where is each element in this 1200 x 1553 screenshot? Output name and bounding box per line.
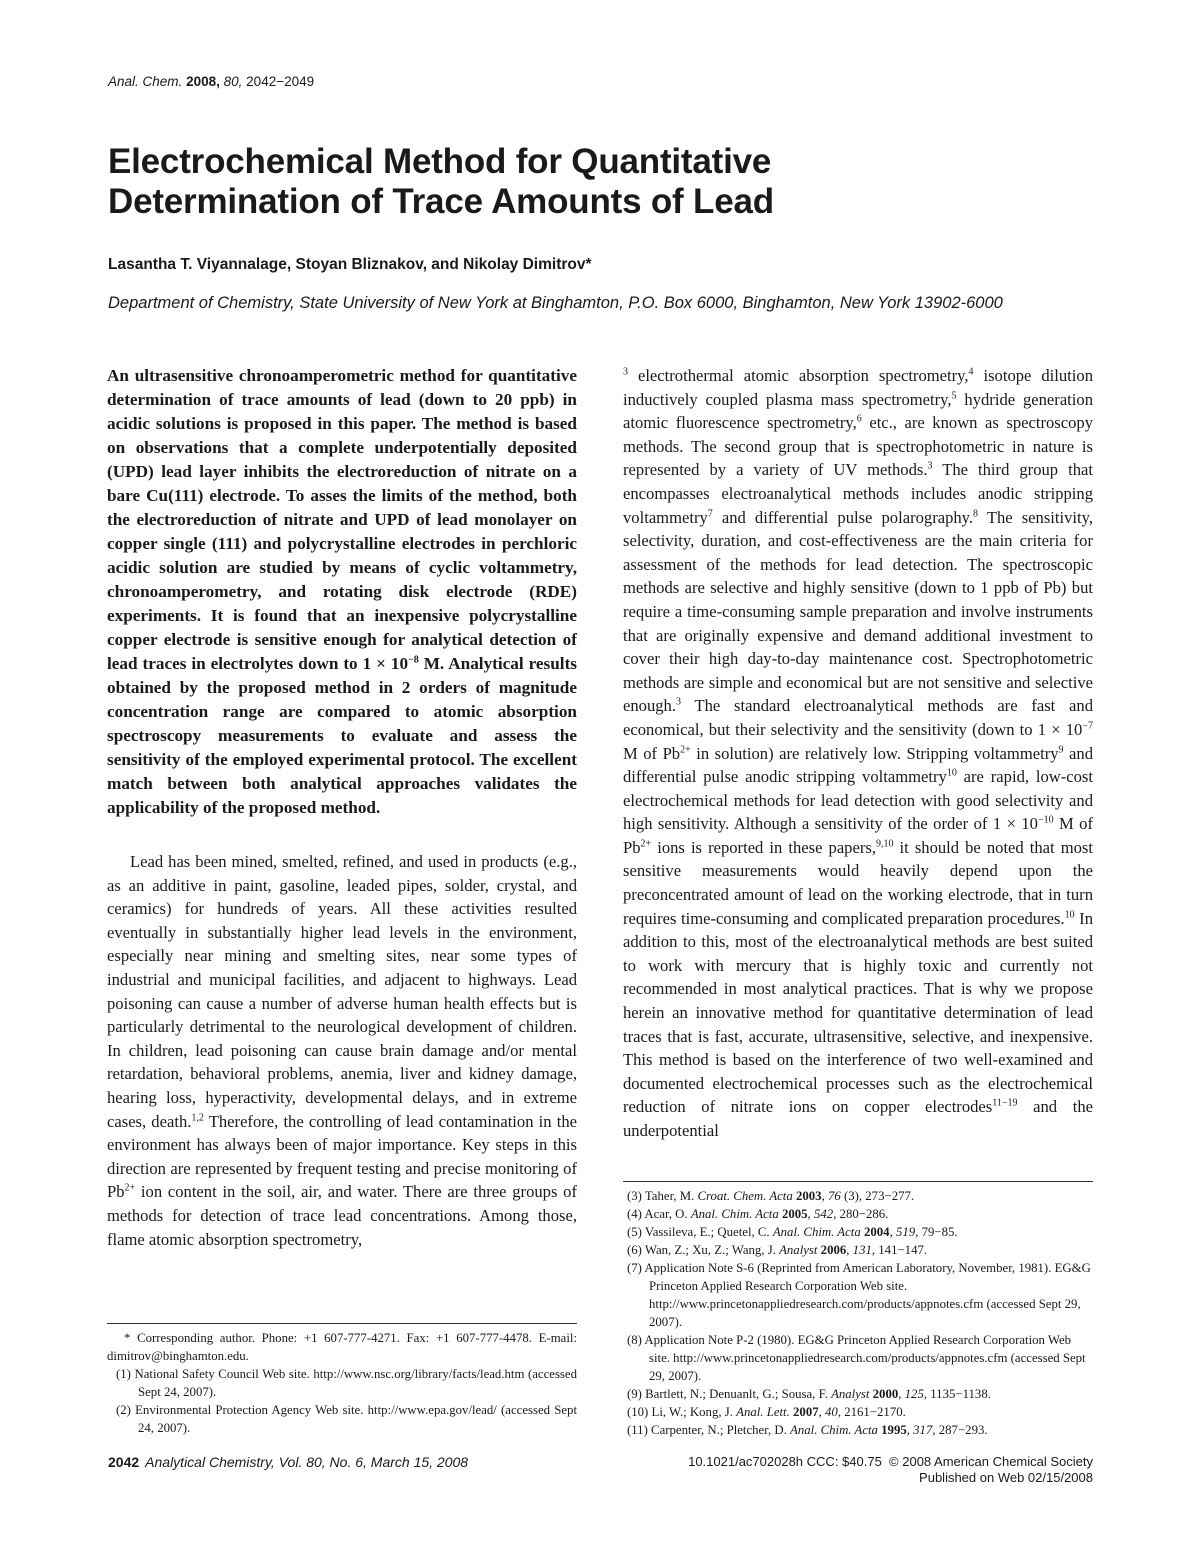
reference-11: (11) Carpenter, N.; Pletcher, D. Anal. Chim. Acta 1995, 317, 287−293. xyxy=(627,1423,988,1437)
reference-5: (5) Vassileva, E.; Quetel, C. Anal. Chim. Acta 2004, 519, 79−85. xyxy=(627,1225,958,1239)
journal-pages: 2042−2049 xyxy=(246,74,315,89)
citation-ref[interactable]: 10 xyxy=(1064,909,1075,921)
reference-4: (4) Acar, O. Anal. Chim. Acta 2005, 542, 280−286. xyxy=(627,1207,889,1221)
footnote-2: (2) Environmental Protection Agency Web site. http://www.epa.gov/lead/ (accessed Sept 24, 2007). xyxy=(116,1403,577,1435)
citation-ref[interactable]: 6 xyxy=(856,413,862,425)
page-number: 2042 xyxy=(108,1454,140,1470)
introduction-paragraph-continued: $^3$ electrothermal atomic absorption spectrometry,$^4$ isotope dilution inductively coupled plasma mass spectrometry,$^5$ hydride generation atomic fluorescence spectrometry,$^6$ etc., are known as spectroscopy methods. The second group that is spectrophotometric in nature is represented by a variety of UV methods.$^3$ The third group that encompasses electroanalytical methods includes anodic stripping voltammetry$^7$ and differential pulse polarography.$^8$ The sensitivity, selectivity, duration, and cost-effectiveness are the main criteria for assessment of the methods for lead detection. The spectroscopic methods are selective and highly sensitive (down to 1 ppb of Pb) but require a time-consuming sample preparation and involve instruments that are originally expensive and demand additional investment to cover their high day-to-day maintenance cost. Spectrophotometric methods are simple and economical but are not sensitive and selective enough.$^3$ The standard electroanalytical methods are fast and economical, but their selectivity and the sensitivity (down to $1 \times 10^{-7}$ M of $Pb^{2+}$ in solution) are relatively low. Stripping voltammetry$^9$ and differential pulse anodic stripping voltammetry$^{10}$ are rapid, low-cost electrochemical methods for lead detection with good selectivity and high sensitivity. Although a sensitivity of the order of $1 \times 10^{-10}$ M of $Pb^{2+}$ ions is reported in these papers,$^{9,10}$ it should be noted that most sensitive measurements would heavily depend upon the preconcentrated amount of lead on the working electrode, that in turn requires time-consuming and complicated preparation procedures.$^{10}$ In addition to this, most of the electroanalytical methods are best suited to work with mercury that is highly toxic and currently not recommended in most analytical practices. That is why we propose herein an innovative method for quantitative determination of lead traces that is fast, accurate, ultrasensitive, selective, and inexpensive. This method is based on the interference of two well-examined and documented electrochemical processes such as the electrochemical reduction of nitrate ions on copper electrodes$^{11-19}$ and the underpotential xyxy=(623,366,1094,1140)
page-footer-publication xyxy=(688,1454,1093,1486)
reference-7: (7) Application Note S-6 (Reprinted from American Laboratory, November, 1981). EG&G Princeton Applied Research Corporation Web site. http://www.princetonappliedresearch.com/products/appnotes.cfm (accessed Sept 29, 2007). xyxy=(627,1261,1091,1329)
references-divider xyxy=(623,1181,1093,1182)
left-column xyxy=(107,364,577,1251)
footnote-1: (1) National Safety Council Web site. http://www.nsc.org/library/facts/lead.htm (accessed Sept 24, 2007). xyxy=(116,1367,577,1399)
title-line-1: Electrochemical Method for Quantitative xyxy=(108,142,772,181)
corresponding-author-note: * Corresponding author. Phone: +1 607-777-4271. Fax: +1 607-777-4478. E-mail: dimitrov@binghamton.edu. xyxy=(107,1331,577,1363)
copyright: © 2008 American Chemical Society xyxy=(889,1454,1093,1469)
citation-ref[interactable]: 9 xyxy=(1058,743,1064,755)
reference-8: (8) Application Note P-2 (1980). EG&G Princeton Applied Research Corporation Web site. http://www.princetonappliedresearch.com/products/appnotes.cfm (accessed Sept 29, 2007). xyxy=(627,1333,1086,1383)
right-column xyxy=(623,364,1093,1143)
citation-ref[interactable]: 7 xyxy=(707,508,713,520)
author-affiliation: Department of Chemistry, State University of New York at Binghamton, P.O. Box 6000, Binghamton, New York 13902-6000 xyxy=(108,294,1003,312)
citation-ref[interactable]: 3 xyxy=(676,696,681,708)
citation-ref[interactable]: 10 xyxy=(946,767,957,779)
doi-and-price: 10.1021/ac702028h CCC: $40.75 xyxy=(688,1454,882,1469)
journal-abbrev: Anal. Chem. xyxy=(108,74,183,89)
citation-ref[interactable]: 5 xyxy=(951,390,957,402)
reference-list xyxy=(623,1187,1093,1439)
citation-ref[interactable]: 3 xyxy=(927,460,933,472)
article-title xyxy=(108,142,1108,222)
footnotes xyxy=(107,1329,577,1437)
citation-ref[interactable]: 3 xyxy=(623,366,628,378)
reference-3: (3) Taher, M. Croat. Chem. Acta 2003, 76 (3), 273−277. xyxy=(627,1189,915,1203)
footnote-divider xyxy=(107,1323,577,1324)
author-list: Lasantha T. Viyannalage, Stoyan Bliznakov, and Nikolay Dimitrov* xyxy=(108,256,592,273)
reference-10: (10) Li, W.; Kong, J. Anal. Lett. 2007, 40, 2161−2170. xyxy=(627,1405,906,1419)
title-line-2: Determination of Trace Amounts of Lead xyxy=(108,182,774,221)
introduction-paragraph: Lead has been mined, smelted, refined, and used in products (e.g., as an additive in paint, gasoline, leaded pipes, solder, crystal, and ceramics) for hundreds of years. All these activities resulted eventually in substantially higher lead levels in the environment, especially near mining and smelting sites, near some types of industrial and municipal facilities, and adjacent to highways. Lead poisoning can cause a number of adverse human health effects but is particularly detrimental to the neurological development of children. In children, lead poisoning can cause brain damage and/or mental retardation, behavioral problems, anemia, liver and kidney damage, hearing loss, hyperactivity, developmental delays, and in extreme cases, death.$^{1,2}$ Therefore, the controlling of lead contamination in the environment has always been of major importance. Key steps in this direction are represented by frequent testing and precise monitoring of $Pb^{2+}$ ion content in the soil, air, and water. There are three groups of methods for detection of trace lead concentrations. Among those, flame atomic absorption spectrometry, xyxy=(107,852,577,1249)
reference-9: (9) Bartlett, N.; Denuanlt, G.; Sousa, F. Analyst 2000, 125, 1135−1138. xyxy=(627,1387,991,1401)
journal-year: 2008, xyxy=(186,74,220,89)
page-footer-citation xyxy=(108,1454,468,1470)
journal-volume: 80, xyxy=(223,74,243,89)
citation-ref[interactable]: 4 xyxy=(968,366,974,378)
reference-6: (6) Wan, Z.; Xu, Z.; Wang, J. Analyst 2006, 131, 141−147. xyxy=(627,1243,928,1257)
citation-ref[interactable]: 9,10 xyxy=(875,838,894,850)
abstract: An ultrasensitive chronoamperometric method for quantitative determination of trace amounts of lead (down to 20 ppb) in acidic solutions is proposed in this paper. The method is based on observations that a complete underpotentially deposited (UPD) lead layer inhibits the electroreduction of nitrate on a bare Cu(111) electrode. To asses the limits of the method, both the electroreduction of nitrate and UPD of lead monolayer on copper single (111) and polycrystalline electrodes in perchloric acidic solution are studied by means of cyclic voltammetry, chronoamperometry, and rotating disk electrode (RDE) experiments. It is found that an inexpensive polycrystalline copper electrode is sensitive enough for analytical detection of lead traces in electrolytes down to $1 \times 10^{-8}$ M. Analytical results obtained by the proposed method in 2 orders of magnitude concentration range are compared to atomic absorption spectroscopy measurements to evaluate and assess the sensitivity of the employed experimental protocol. The excellent match between both analytical approaches validates the applicability of the proposed method. xyxy=(107,366,577,817)
citation-ref[interactable]: 11−19 xyxy=(992,1097,1018,1109)
journal-citation-header xyxy=(108,74,314,89)
publication-date: Published on Web 02/15/2008 xyxy=(919,1470,1093,1485)
footer-journal-citation: Analytical Chemistry, Vol. 80, No. 6, March 15, 2008 xyxy=(145,1454,469,1470)
citation-ref[interactable]: 1,2 xyxy=(191,1112,204,1123)
citation-ref[interactable]: 8 xyxy=(973,508,979,520)
